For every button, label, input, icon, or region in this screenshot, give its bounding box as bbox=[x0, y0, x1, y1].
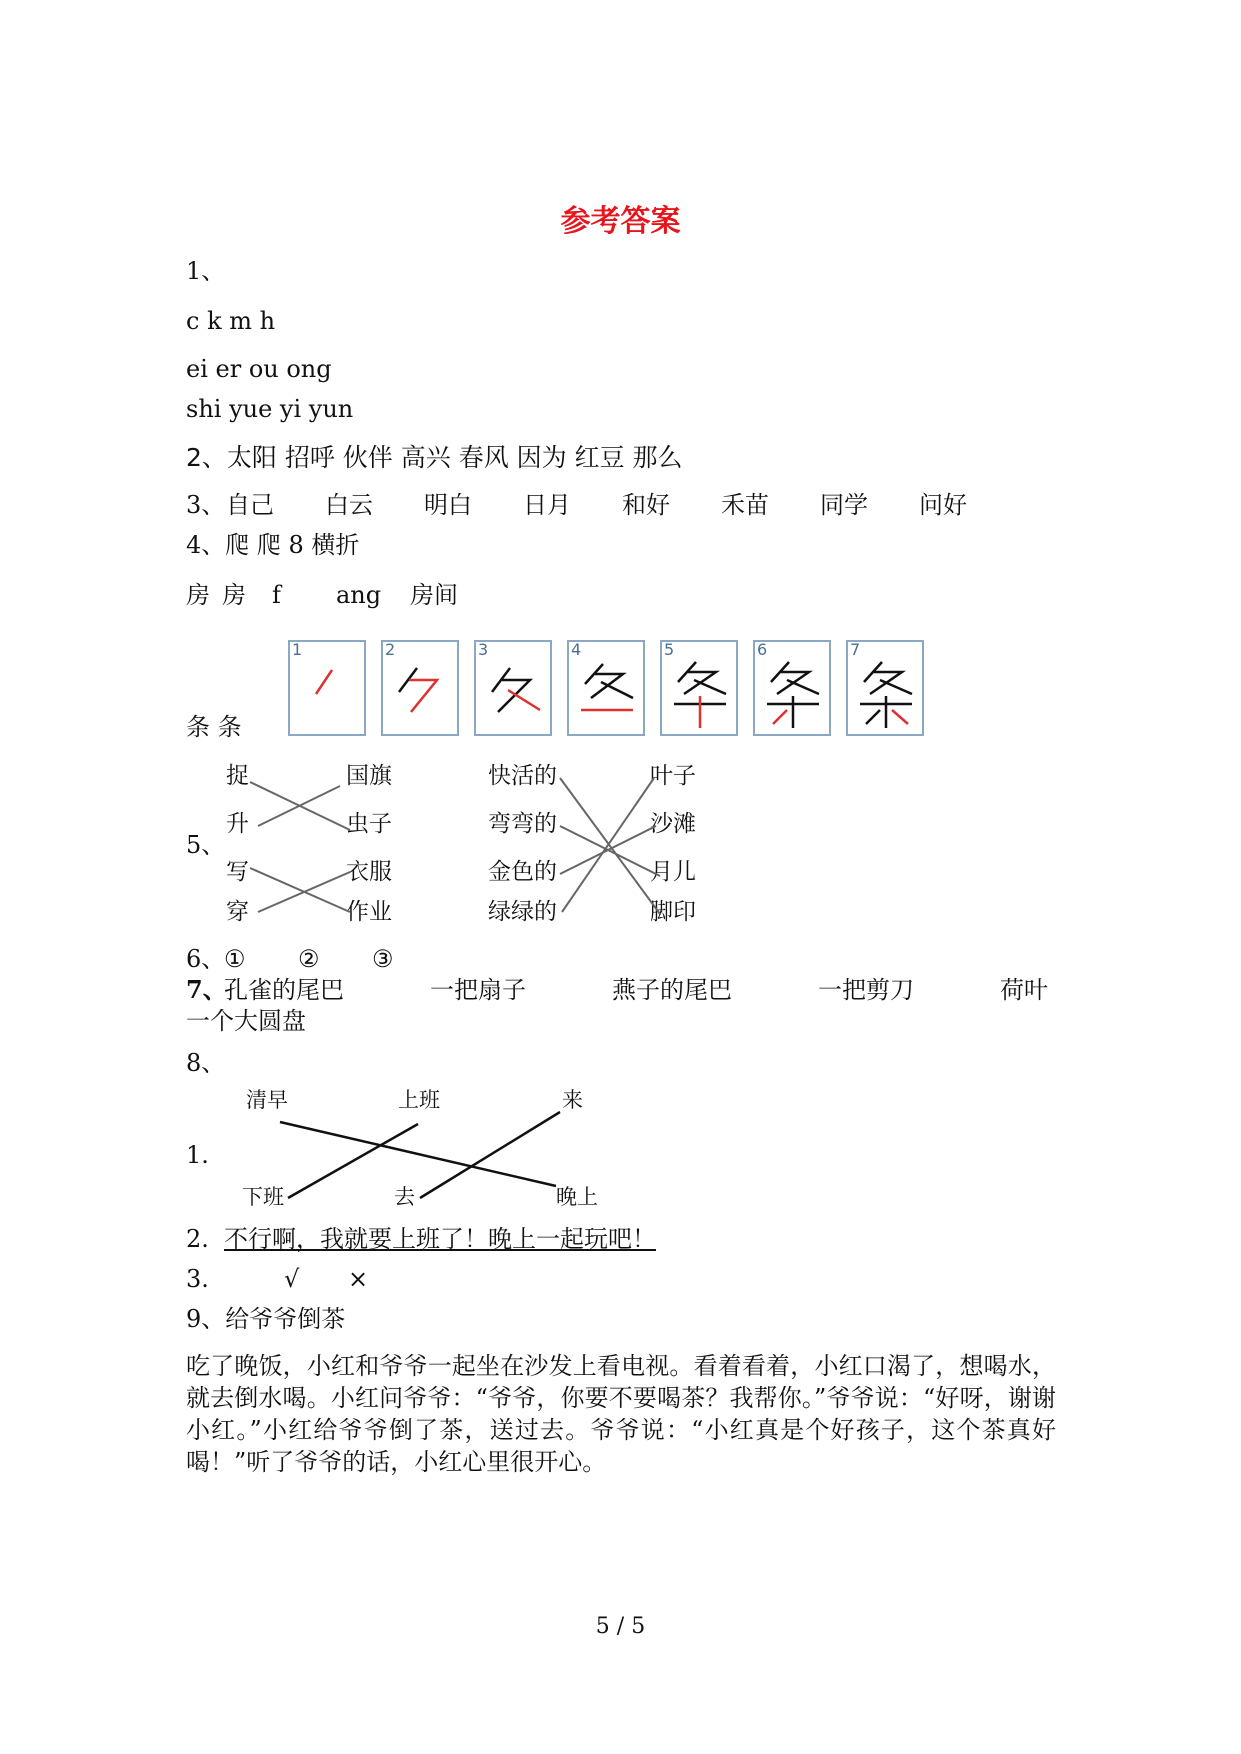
q8-sub1-label: 1. bbox=[186, 1141, 209, 1169]
q7-item: 一把扇子 bbox=[430, 976, 526, 1004]
q5-left-target: 虫子 bbox=[346, 811, 392, 837]
q3-word: 问好 bbox=[919, 491, 967, 519]
stroke-order-box: 5 bbox=[660, 640, 738, 736]
q5-left-target: 作业 bbox=[346, 899, 392, 925]
q3-word: 同学 bbox=[820, 491, 868, 519]
q5-right-target: 脚印 bbox=[650, 899, 696, 925]
q4-item: 房 bbox=[186, 581, 210, 609]
q8-top-word: 清早 bbox=[246, 1088, 288, 1112]
q8-bottom-word: 去 bbox=[394, 1185, 415, 1209]
q3-word: 日月 bbox=[523, 491, 571, 519]
q7-item: 燕子的尾巴 bbox=[612, 976, 732, 1004]
q7-line2: 一个大圆盘 bbox=[186, 1007, 306, 1035]
q5-right-word: 弯弯的 bbox=[488, 811, 557, 837]
q8-sub2-answer: 不行啊，我就要上班了！晚上一起玩吧！ bbox=[224, 1225, 656, 1253]
q5-left-word: 捉 bbox=[226, 763, 249, 789]
q5-right-word: 快活的 bbox=[488, 763, 557, 789]
q6-label: 6、 bbox=[186, 945, 226, 973]
q5-left-target: 国旗 bbox=[346, 763, 392, 789]
q8-bottom-word: 下班 bbox=[242, 1185, 284, 1209]
stroke-order-box: 3 bbox=[474, 640, 552, 736]
q8-sub3-label: 3. bbox=[186, 1265, 209, 1293]
q3-word: 明白 bbox=[424, 491, 472, 519]
q9-title: 9、给爷爷倒茶 bbox=[186, 1305, 346, 1333]
q5-left-target: 衣服 bbox=[346, 859, 392, 885]
q4-item: f bbox=[272, 581, 281, 609]
cross-mark: × bbox=[348, 1265, 369, 1293]
q8-bottom-word: 晚上 bbox=[556, 1185, 598, 1209]
q6-item: ② bbox=[298, 945, 320, 973]
q1-line3: shi yue yi yun bbox=[186, 395, 354, 423]
q4-line3: 条 条 bbox=[186, 713, 242, 741]
q5-right-target: 叶子 bbox=[650, 763, 696, 789]
q4-item: ang bbox=[336, 581, 382, 609]
q5-right-target: 月儿 bbox=[650, 859, 696, 885]
stroke-order-box: 6 bbox=[753, 640, 831, 736]
check-mark: √ bbox=[284, 1265, 300, 1293]
q5-left-word: 穿 bbox=[226, 899, 249, 925]
q1-line2: ei er ou ong bbox=[186, 355, 332, 383]
q7-label: 7、 bbox=[186, 975, 227, 1004]
page-number: 5 / 5 bbox=[595, 1614, 646, 1639]
q7-item: 一把剪刀 bbox=[818, 976, 914, 1004]
stroke-order-box: 1 bbox=[288, 640, 366, 736]
q9-paragraph: 吃了晚饭，小红和爷爷一起坐在沙发上看电视。看着看着，小红口渴了，想喝水，就去倒水喝。小红问爷爷：“爷爷，你要不要喝茶？我帮你。”爷爷说：“好呀，谢谢小红。”小红给爷爷倒了茶，送过去。爷爷说：“小红真是个好孩子，这个茶真好喝！”听了爷爷的话，小红心里很开心。 bbox=[186, 1352, 1056, 1476]
q4-line1: 4、爬 爬 8 横折 bbox=[186, 531, 360, 559]
q4-item: 房 bbox=[222, 581, 246, 609]
page-title: 参考答案 bbox=[560, 204, 681, 239]
q7-item: 孔雀的尾巴 bbox=[224, 976, 344, 1004]
q8-label: 8、 bbox=[186, 1049, 226, 1077]
q1-label: 1、 bbox=[186, 257, 226, 285]
q8-top-word: 来 bbox=[562, 1088, 583, 1112]
q5-left-word: 升 bbox=[226, 811, 249, 837]
q5-right-word: 金色的 bbox=[488, 859, 557, 885]
q2-answer: 2、太阳 招呼 伙伴 高兴 春风 因为 红豆 那么 bbox=[186, 443, 683, 472]
q4-item: 房间 bbox=[410, 581, 458, 609]
q5-right-target: 沙滩 bbox=[650, 811, 696, 837]
q7-item: 荷叶 bbox=[1000, 976, 1048, 1004]
q3-word: 和好 bbox=[622, 491, 670, 519]
q5-right-word: 绿绿的 bbox=[488, 899, 557, 925]
q3-label: 3、 bbox=[186, 491, 226, 519]
q8-top-word: 上班 bbox=[398, 1088, 440, 1112]
q6-item: ③ bbox=[372, 945, 394, 973]
q5-label: 5、 bbox=[186, 831, 226, 859]
q8-sub2-label: 2. bbox=[186, 1225, 209, 1253]
stroke-order-box: 7 bbox=[846, 640, 924, 736]
q5-left-word: 写 bbox=[226, 859, 249, 885]
q6-item: ① bbox=[224, 945, 246, 973]
stroke-order-box: 2 bbox=[381, 640, 459, 736]
q3-word: 白云 bbox=[325, 491, 373, 519]
q3-word: 禾苗 bbox=[721, 491, 769, 519]
q3-word: 自己 bbox=[226, 491, 274, 519]
stroke-order-box: 4 bbox=[567, 640, 645, 736]
q1-line1: c k m h bbox=[186, 307, 276, 335]
